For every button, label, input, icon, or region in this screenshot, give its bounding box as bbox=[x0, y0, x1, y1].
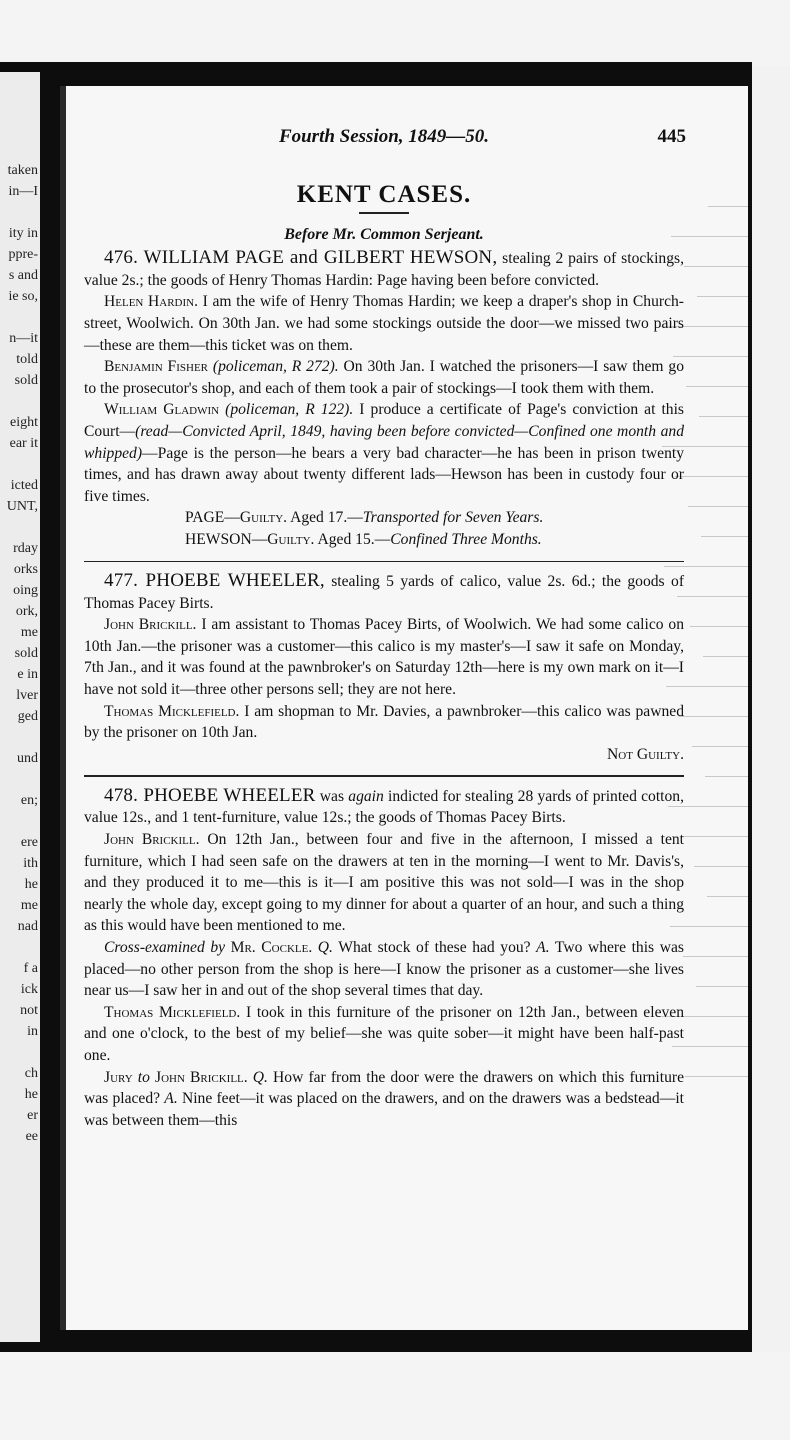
title-rule bbox=[359, 212, 409, 214]
previous-page-fragment: in bbox=[27, 1024, 38, 1039]
previous-page-fragment: oing bbox=[13, 583, 38, 598]
bleed-through-line bbox=[692, 746, 748, 747]
previous-page-fragment: told bbox=[16, 352, 38, 367]
case-charge-emphasis: again bbox=[348, 787, 384, 805]
cross-examination-label: Cross-examined by bbox=[104, 939, 226, 956]
verdict-line bbox=[84, 529, 684, 551]
bleed-through-line bbox=[707, 896, 748, 897]
previous-page-fragment: me bbox=[20, 898, 38, 913]
previous-page-fragment: e in bbox=[17, 667, 38, 682]
verdict-finding: —Guilty. bbox=[251, 530, 315, 548]
case-divider bbox=[84, 775, 684, 777]
speaker-name: Benjamin Fisher bbox=[104, 358, 208, 376]
previous-page-fragment: s and bbox=[8, 268, 38, 283]
scan-background-top bbox=[0, 0, 790, 66]
section-title: KENT CASES. bbox=[296, 181, 472, 208]
previous-page-fragment: UNT, bbox=[6, 499, 38, 514]
question-text: How far from the door were the drawers on which this furniture was placed? bbox=[84, 1068, 685, 1108]
running-head bbox=[84, 126, 684, 156]
previous-page-fragment: orks bbox=[13, 562, 38, 577]
previous-page-fragment: sold bbox=[14, 646, 38, 661]
testimony-text: I am assistant to Thomas Pacey Birts, of Woolwich. We had some calico on 10th Jan.—the prisoner was a customer—this calico is my master's—I saw it safe on Monday, 7th Jan., and it was found at the pawnbroker's on Saturday 12th—here is my own mark on it—I have not sold it—three other persons sell; they are not here. bbox=[84, 616, 684, 698]
previous-page-fragment: nad bbox=[17, 919, 38, 934]
bleed-through-line bbox=[685, 1076, 748, 1077]
certificate-reading: (read—Convicted April, 1849, having been before convicted—Confined one month and whipped) bbox=[84, 422, 684, 462]
bleed-through-line bbox=[688, 506, 748, 507]
previous-page-fragment: lver bbox=[16, 688, 38, 703]
previous-page-fragment: me bbox=[20, 625, 38, 640]
previous-page-fragment: ged bbox=[17, 709, 38, 724]
testimony-text: On 30th Jan. I watched the prisoners—I saw them go to the prosecutor's shop, and each of them took a pair of stockings—I took them with them. bbox=[84, 358, 684, 397]
speaker-name: John Brickill. bbox=[155, 1068, 248, 1086]
sentence: Confined Three Months. bbox=[390, 530, 542, 548]
testimony-text: I took in this furniture of the prisoner on 12th Jan., between eleven and one o'clock, to the best of my belief—she was quite sober—it might have been half-past one. bbox=[84, 1003, 685, 1064]
bleed-through-line bbox=[701, 536, 748, 537]
book-page bbox=[60, 86, 748, 1330]
bleed-through-line bbox=[681, 836, 748, 837]
bleed-through-line bbox=[703, 656, 748, 657]
previous-page-fragment: taken bbox=[7, 163, 38, 178]
question-text: What stock of these had you? bbox=[338, 939, 531, 956]
previous-page-fragment: he bbox=[24, 1087, 38, 1102]
previous-page-fragment: ee bbox=[25, 1129, 38, 1144]
speaker-name: Mr. Cockle. bbox=[230, 939, 313, 956]
question-marker: Q. bbox=[317, 939, 333, 956]
bleed-through-line bbox=[694, 866, 748, 867]
case-charge: stealing 2 pairs of stockings, value 2s.; the goods of Henry Thomas Hardin: Page having been before convicted. bbox=[84, 250, 684, 289]
bleed-through-line bbox=[686, 386, 748, 387]
previous-page-fragment: in—I bbox=[8, 184, 38, 199]
case-number: 477. bbox=[104, 570, 139, 591]
case-heading-476 bbox=[84, 247, 684, 291]
sentence: Transported for Seven Years. bbox=[362, 509, 544, 527]
case-number: 478. bbox=[104, 784, 139, 806]
previous-page-fragment: not bbox=[20, 1003, 38, 1018]
testimony-text: I am the wife of Henry Thomas Hardin; we keep a draper's shop in Church-street, Woolwich. On 30th Jan. we had some stockings outside the door—we missed two pairs—these are them—this ticket was on them. bbox=[84, 293, 684, 354]
testimony-text: On 12th Jan., between four and five in the afternoon, I missed a tent furniture, which I had seen safe on the drawers at ten in the morning—I went to Mr. Davis's, and they produced it to me—this is it—I am positive this was not sold—I was in the shop nearly the whole day, except going to my dinner for about a quarter of an hour, and such a thing as this would have been mentioned to me. bbox=[84, 831, 684, 935]
previous-page-edge bbox=[0, 72, 40, 1342]
speaker-name: Thomas Micklefield. bbox=[104, 702, 240, 720]
testimony-paragraph bbox=[84, 701, 684, 744]
previous-page-fragment: ick bbox=[20, 982, 38, 997]
testimony-paragraph bbox=[84, 399, 684, 507]
page-number: 445 bbox=[657, 126, 686, 147]
defendant-name: PAGE bbox=[185, 509, 225, 527]
bleed-through-line bbox=[679, 716, 748, 717]
speaker-role: (policeman, R 122). bbox=[225, 401, 354, 419]
previous-page-fragment: ere bbox=[20, 835, 38, 850]
bleed-through-line bbox=[705, 776, 748, 777]
previous-page-fragment: eight bbox=[10, 415, 38, 430]
previous-page-fragment: ith bbox=[23, 856, 38, 871]
verdict-finding: Not Guilty. bbox=[607, 745, 684, 763]
bleed-through-line bbox=[673, 356, 748, 357]
testimony-paragraph bbox=[84, 1067, 684, 1132]
speaker-name: John Brickill. bbox=[104, 616, 197, 634]
previous-page-fragment: ppre- bbox=[8, 247, 38, 262]
defendant-age: Aged 17.— bbox=[290, 509, 363, 527]
case-charge: was bbox=[319, 787, 345, 805]
running-head-title: Fourth Session, 1849—50. bbox=[278, 126, 490, 147]
bleed-through-line bbox=[675, 476, 748, 477]
case-divider bbox=[84, 561, 684, 563]
bleed-through-line bbox=[697, 296, 748, 297]
case-charge: stealing 5 yards of calico, value 2s. 6d.; the goods of Thomas Pacey Birts. bbox=[84, 573, 685, 612]
answer-marker: A. bbox=[164, 1090, 178, 1108]
case-charge: indicted for stealing 28 yards of printed cotton, value 12s., and 1 tent-furniture, value 12s.; the goods of Thomas Pacey Birts. bbox=[84, 787, 684, 827]
defendant-age: Aged 15.— bbox=[317, 530, 391, 548]
to-label: to bbox=[137, 1068, 150, 1086]
bleed-through-line bbox=[696, 986, 748, 987]
previous-page-fragment: ear it bbox=[9, 436, 38, 451]
previous-page-fragment: und bbox=[17, 751, 38, 766]
speaker-name: Helen Hardin. bbox=[104, 293, 198, 311]
previous-page-fragment: icted bbox=[10, 478, 38, 493]
verdict-finding: —Guilty. bbox=[224, 509, 288, 527]
testimony-paragraph bbox=[84, 356, 684, 399]
previous-page-fragment: en; bbox=[20, 793, 38, 808]
previous-page-fragment: ity in bbox=[8, 226, 38, 241]
previous-page-fragment: f a bbox=[23, 961, 38, 976]
verdict-line bbox=[84, 507, 684, 529]
previous-page-fragment: rday bbox=[13, 541, 38, 556]
speaker-name: John Brickill. bbox=[104, 831, 200, 849]
verdict-line bbox=[84, 744, 684, 766]
previous-page-fragment: n—it bbox=[9, 331, 38, 346]
jury-label: Jury bbox=[104, 1068, 133, 1086]
bleed-through-line bbox=[684, 266, 748, 267]
testimony-text: I am shopman to Mr. Davies, a pawnbroker—this calico was pawned by the prisoner on 10th Jan. bbox=[84, 702, 685, 742]
case-number: 476. bbox=[104, 247, 139, 269]
previous-page-fragment: he bbox=[24, 877, 38, 892]
question-marker: Q. bbox=[252, 1068, 268, 1086]
previous-page-fragment: ch bbox=[24, 1066, 38, 1081]
bleed-through-line bbox=[683, 956, 748, 957]
scan-background-bottom bbox=[0, 1352, 790, 1440]
speaker-role: (policeman, R 272). bbox=[212, 358, 339, 376]
testimony-paragraph bbox=[84, 937, 684, 1002]
testimony-paragraph bbox=[84, 1002, 684, 1067]
case-parties: WILLIAM PAGE and GILBERT HEWSON, bbox=[143, 247, 498, 269]
speaker-name: Thomas Micklefield. bbox=[104, 1003, 241, 1021]
previous-page-fragment: ie so, bbox=[8, 289, 38, 304]
answer-marker: A. bbox=[536, 939, 550, 956]
previous-page-fragment: er bbox=[27, 1108, 38, 1123]
testimony-text: —Page is the person—he bears a very bad character—he has been in prison twenty times, and has drawn away about twenty different lads—Hewson has been in custody four or five times. bbox=[84, 444, 684, 505]
speaker-name: William Gladwin bbox=[104, 401, 220, 419]
testimony-paragraph bbox=[84, 614, 684, 700]
bleed-through-line bbox=[690, 626, 748, 627]
bleed-through-line bbox=[699, 416, 748, 417]
testimony-text: Nine feet—it was placed on the drawers, and on the drawers was a bedstead—it was between them—this bbox=[84, 1090, 684, 1129]
case-heading-478 bbox=[84, 785, 684, 829]
page-content bbox=[84, 126, 684, 1131]
court-heading: Before Mr. Common Serjeant. bbox=[284, 225, 484, 243]
testimony-paragraph bbox=[84, 829, 684, 937]
testimony-paragraph bbox=[84, 291, 684, 356]
previous-page-fragment: ork, bbox=[15, 604, 38, 619]
bleed-through-line bbox=[677, 596, 748, 597]
case-parties: PHOEBE WHEELER, bbox=[145, 570, 325, 591]
testimony-text: I produce a certificate of Page's conviction at this Court— bbox=[84, 401, 684, 440]
defendant-name: HEWSON bbox=[185, 530, 252, 548]
previous-page-fragment: sold bbox=[14, 373, 38, 388]
case-heading-477 bbox=[84, 570, 684, 614]
testimony-text: Two where this was placed—no other person from the shop is here—I know the prisoner as a customer—she lives near us—I saw her in and out of the shop several times that day. bbox=[84, 939, 684, 1000]
case-parties: PHOEBE WHEELER bbox=[143, 784, 316, 806]
bleed-through-line bbox=[708, 206, 748, 207]
